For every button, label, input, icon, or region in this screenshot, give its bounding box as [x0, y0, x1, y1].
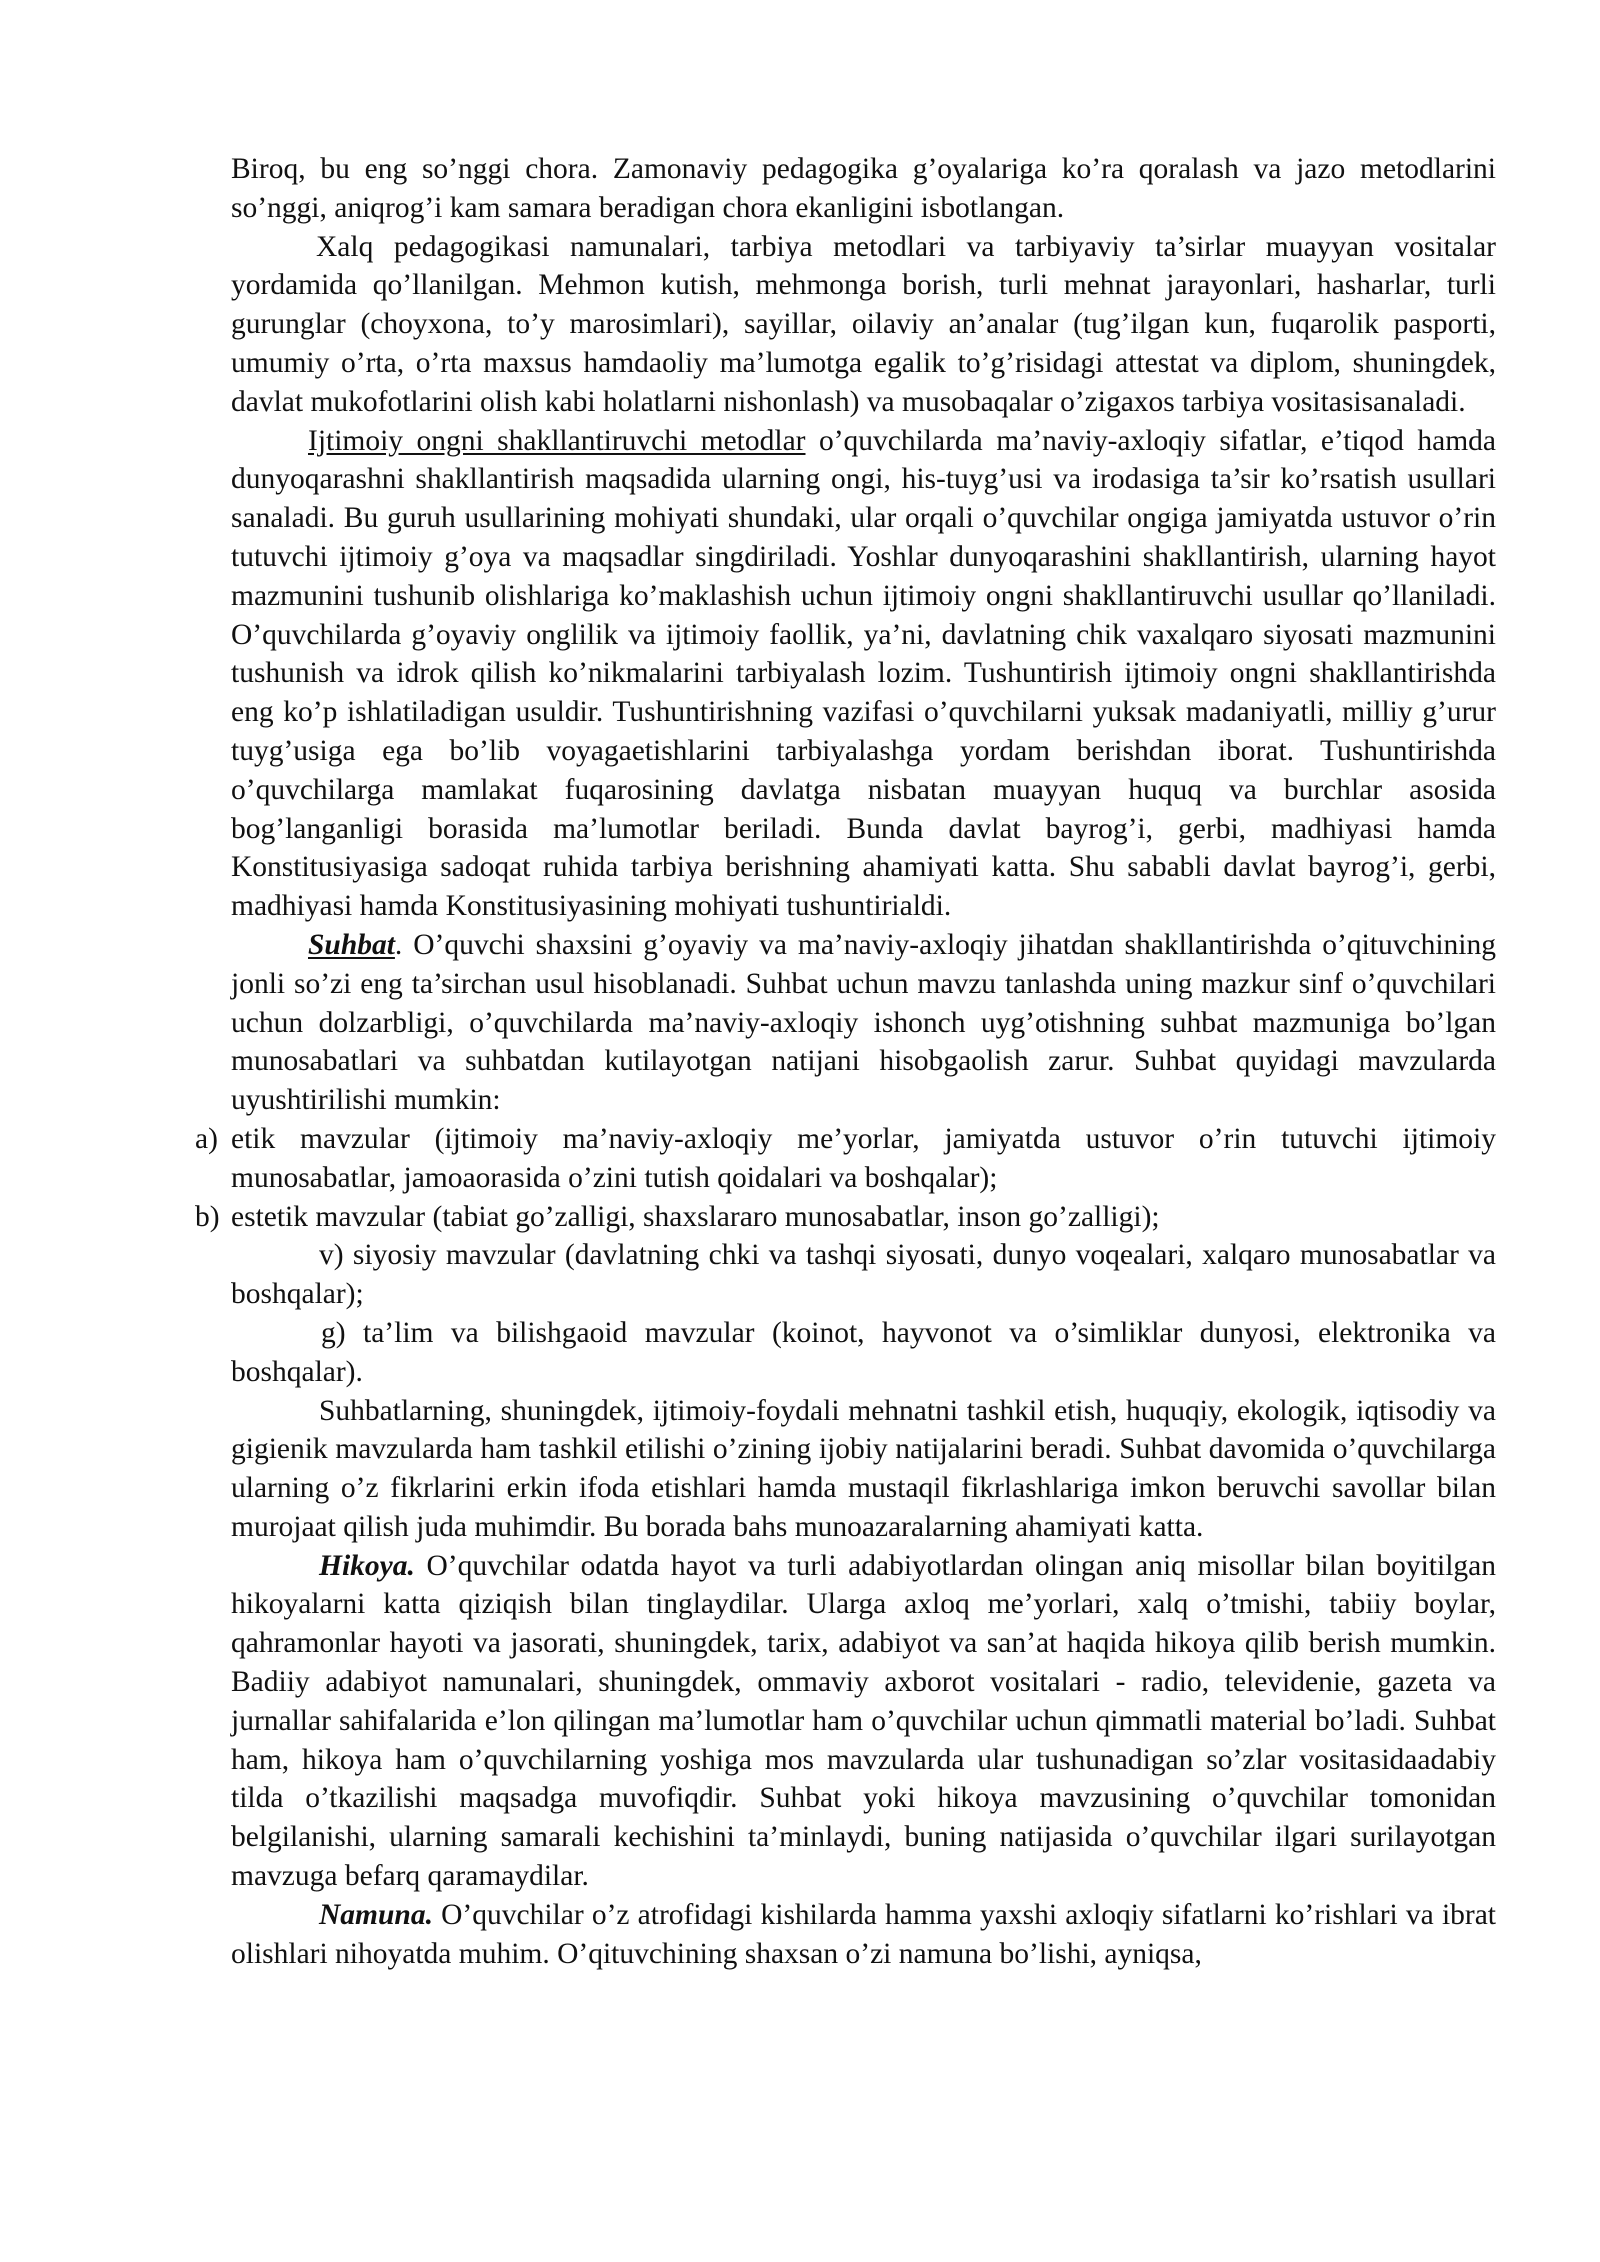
- list-marker-b: b): [195, 1200, 220, 1233]
- list-item-b: [195, 1198, 1496, 1237]
- paragraph-namuna-text: O’quvchilar o’z atrofidagi kishilarda hamma yaxshi axloqiy sifatlarni ko’rishlari va ibrat olishlari nihoyatda muhim. O’qituvchining shaxsan o’zi namuna bo’lishi, ayniqsa,: [231, 1898, 1496, 1970]
- paragraph-intro: [231, 150, 1496, 228]
- list-marker-a: a): [195, 1122, 218, 1155]
- paragraph-social-methods-text: o’quvchilarda ma’naviy-axloqiy sifatlar, e’tiqod hamda dunyoqarashni shakllantirish maqsadida ularning ongi, his-tuyg’usi va irodasiga ta’sir ko’rsatish usullari sanaladi. Bu guruh usullarining mohiyati shundaki, ular orqali o’quvchilar ongiga jamiyatda ustuvor o’rin tutuvchi ijtimoiy g’oya va maqsadlar singdiriladi. Yoshlar dunyoqarashini shakllantirish, ularning hayot mazmunini tushunib olishlariga ko’maklashish uchun ijtimoiy ongni shakllantiruvchi usullar qo’llaniladi. O’quvchilarda g’oyaviy onglilik va ijtimoiy faollik, ya’ni, davlatning chik vaxalqaro siyosati mazmunini tushunish va idrok qilish ko’nikmalarini tarbiyalash lozim. Tushuntirish ijtimoiy ongni shakllantirishda eng ko’p ishlatiladigan usuldir. Tushuntirishning vazifasi o’quvchilarni yuksak madaniyatli, milliy g’urur tuyg’usiga ega bo’lib voyagaetishlarini tarbiyalashga yordam berishdan iborat. Tushuntirishda o’quvchilarga mamlakat fuqarosining davlatga nisbatan muayyan huquq va burchlar asosida bog’langanligi borasida ma’lumotlar beriladi. Bunda davlat bayrog’i, gerbi, madhiyasi hamda Konstitusiyasiga sadoqat ruhida tarbiya berishning ahamiyati katta. Shu sababli davlat bayrog’i, gerbi, madhiyasi hamda Konstitusiyasining mohiyati tushuntirialdi.: [231, 424, 1496, 923]
- paragraph-suhbat: [231, 926, 1496, 1120]
- list-item-g-text: g) ta’lim va bilishgaoid mavzular (koinot, hayvonot va o’simliklar dunyosi, elektronika va boshqalar).: [231, 1316, 1496, 1388]
- paragraph-folk-pedagogy-text: Xalq pedagogikasi namunalari, tarbiya metodlari va tarbiyaviy ta’sirlar muayyan vositalar yordamida qo’llanilgan. Mehmon kutish, mehmonga borish, turli mehnat jarayonlari, hasharlar, turli gurunglar (choyxona, to’y marosimlari), sayillar, oilaviy an’analar (tug’ilgan kun, fuqarolik pasporti, umumiy o’rta, o’rta maxsus hamdaoliy ma’lumotga egalik to’g’risidagi attestat va diplom, shuningdek, davlat mukofotlarini olish kabi holatlarni nishonlash) va musobaqalar o’zigaxos tarbiya vositasisanaladi.: [231, 230, 1496, 418]
- list-item-g: [231, 1314, 1496, 1392]
- list-item-a-text: etik mavzular (ijtimoiy ma’naviy-axloqiy me’yorlar, jamiyatda ustuvor o’rin tutuvchi ijtimoiy munosabatlar, jamoaorasida o’zini tutish qoidalari va boshqalar);: [231, 1122, 1496, 1194]
- document-page: [195, 150, 1496, 1973]
- paragraph-conversations: [231, 1392, 1496, 1547]
- paragraph-suhbat-text: . O’quvchi shaxsini g’oyaviy va ma’naviy-axloqiy jihatdan shakllantirishda o’qituvchining jonli so’zi eng ta’sirchan usul hisoblanadi. Suhbat uchun mavzu tanlashda uning mazkur sinf o’quvchilari uchun dolzarbligi, o’quvchilarda ma’naviy-axloqiy ishonch uyg’otishning suhbat mazmuniga bo’lgan munosabatlari va suhbatdan kutilayotgan natijani hisobgaolish zarur. Suhbat quyidagi mavzularda uyushtirilishi mumkin:: [231, 928, 1496, 1117]
- list-item-v-text: v) siyosiy mavzular (davlatning chki va tashqi siyosati, dunyo voqealari, xalqaro munosabatlar va boshqalar);: [231, 1239, 1496, 1311]
- list-item-b-text: estetik mavzular (tabiat go’zalligi, shaxslararo munosabatlar, inson go’zalligi);: [231, 1200, 1160, 1233]
- paragraph-social-methods: [231, 422, 1496, 926]
- paragraph-hikoya: [231, 1547, 1496, 1896]
- term-suhbat: Suhbat: [308, 928, 395, 961]
- list-item-v: [231, 1236, 1496, 1314]
- term-namuna: Namuna.: [319, 1898, 433, 1931]
- paragraph-intro-text: Biroq, bu eng so’nggi chora. Zamonaviy pedagogika g’oyalariga ko’ra qoralash va jazo metodlarini so’nggi, aniqrog’i kam samara beradigan chora ekanligini isbotlangan.: [231, 153, 1496, 224]
- paragraph-hikoya-text: O’quvchilar odatda hayot va turli adabiyotlardan olingan aniq misollar bilan boyitilgan hikoyalarni katta qiziqish bilan tinglaydilar. Ularga axloq me’yorlari, xalq o’tmishi, tabiiy boylar, qahramonlar hayoti va jasorati, shuningdek, tarix, adabiyot va san’at haqida hikoya qilib berish mumkin. Badiiy adabiyot namunalari, shuningdek, ommaviy axborot vositalari - radio, televidenie, gazeta va jurnallar sahifalarida e’lon qilingan ma’lumotlar ham o’quvchilar uchun qimmatli material bo’ladi. Suhbat ham, hikoya ham o’quvchilarning yoshiga mos mavzularda ular tushunadigan so’zlar vositasidaadabiy tilda o’tkazilishi maqsadga muvofiqdir. Suhbat yoki hikoya mavzusining o’quvchilar tomonidan belgilanishi, ularning samarali kechishini ta’minlaydi, buning natijasida o’quvchilar ilgari surilayotgan mavzuga befarq qaramaydilar.: [231, 1549, 1496, 1893]
- term-social-methods: Ijtimoiy ongni shakllantiruvchi metodlar: [308, 424, 806, 457]
- term-hikoya: Hikoya.: [319, 1549, 415, 1582]
- list-item-a: [195, 1120, 1496, 1198]
- paragraph-conversations-text: Suhbatlarning, shuningdek, ijtimoiy-foydali mehnatni tashkil etish, huquqiy, ekologik, iqtisodiy va gigienik mavzularda ham tashkil etilishi o’zining ijobiy natijalarini beradi. Suhbat davomida o’quvchilarga ularning o’z fikrlarini erkin ifoda etishlari hamda mustaqil fikrlashlariga imkon beruvchi savollar bilan murojaat qilish juda muhimdir. Bu borada bahs munoazaralarning ahamiyati katta.: [231, 1394, 1496, 1543]
- paragraph-folk-pedagogy: [231, 228, 1496, 422]
- paragraph-namuna: [231, 1896, 1496, 1974]
